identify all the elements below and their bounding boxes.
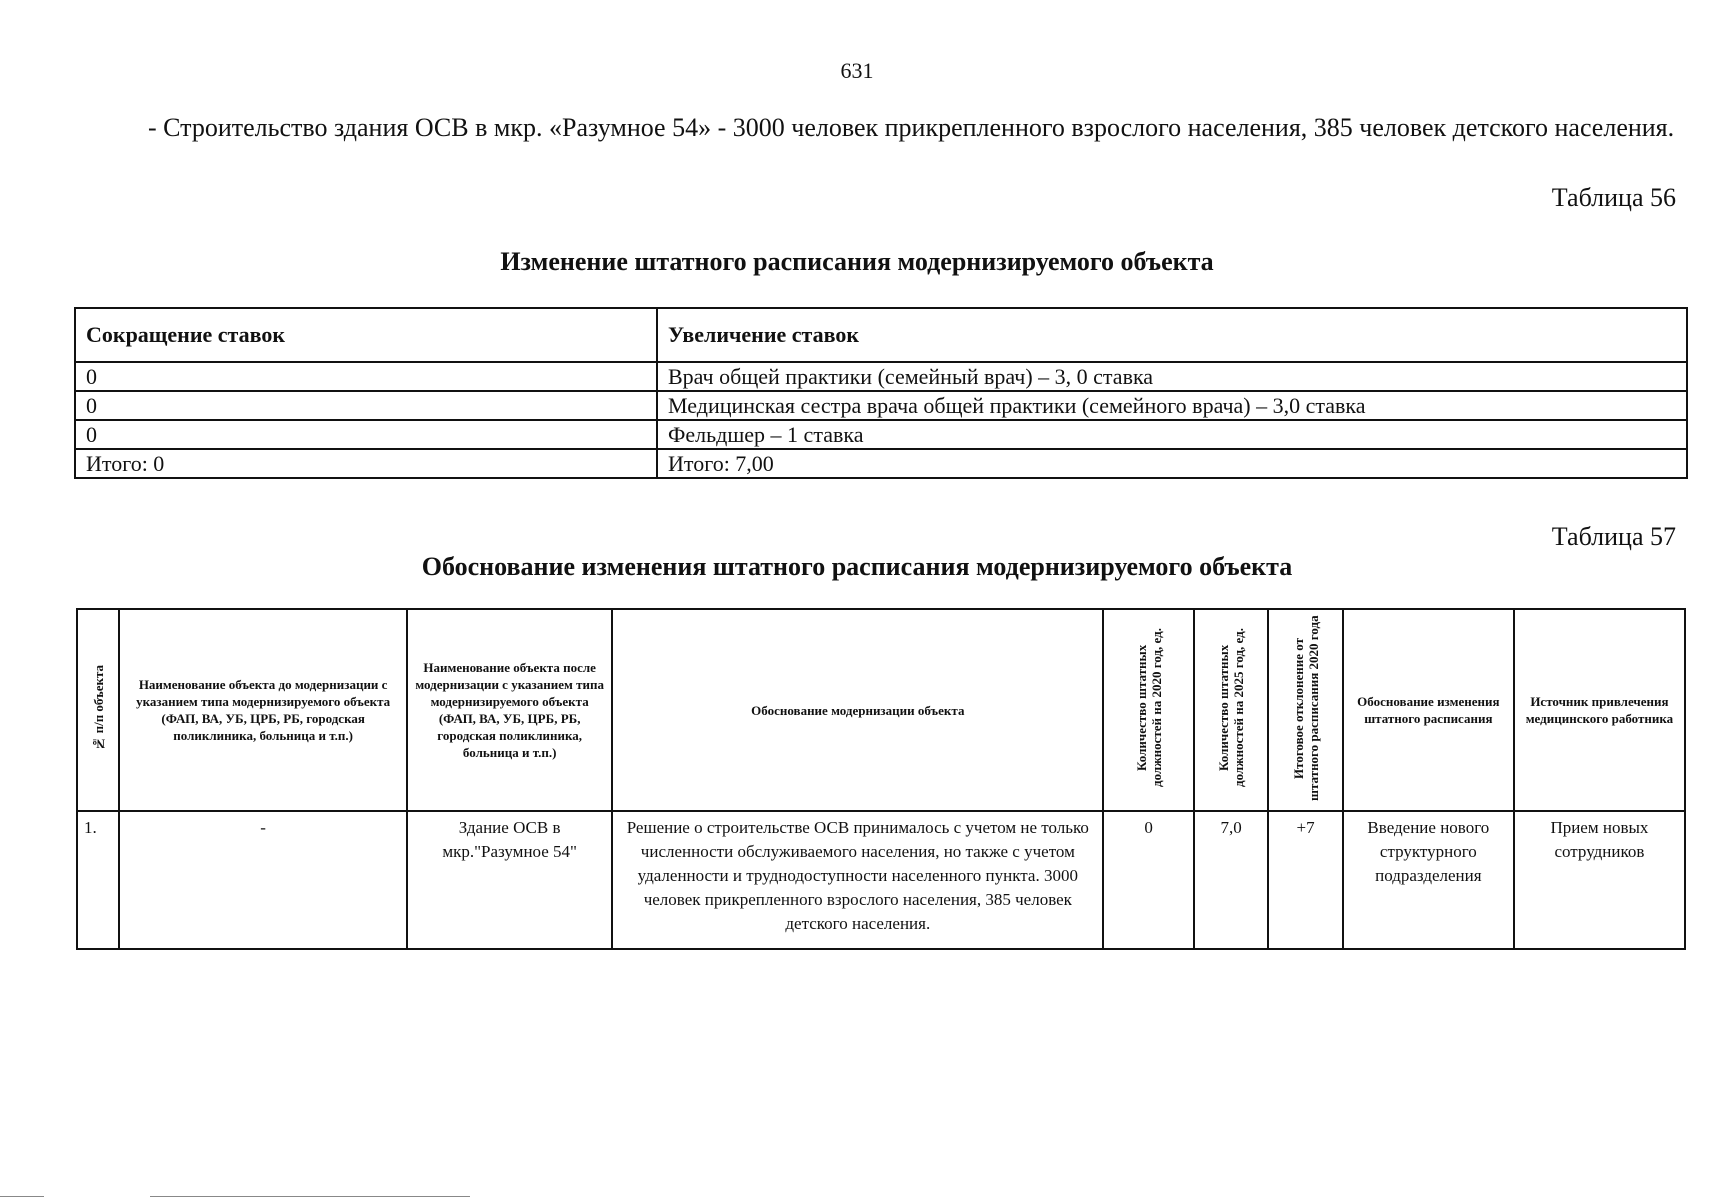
increase-cell: Медицинская сестра врача общей практики (семейного врача) – 3,0 ставка (657, 391, 1687, 420)
column-header-staff-2020 (1103, 609, 1194, 811)
staff-justification-table (76, 608, 1686, 950)
justification-cell: Решение о строительстве ОСВ принималось с учетом не только численности обслуживаемого населения, но также с учетом удаленности и труднодоступности населенного пункта. 3000 человек прикрепленного взрослого населения, 385 человек детского населения. (612, 811, 1103, 949)
reduction-cell: 0 (75, 391, 657, 420)
increase-cell: Врач общей практики (семейный врач) – 3, 0 ставка (657, 362, 1687, 391)
staff-2025-cell: 7,0 (1194, 811, 1268, 949)
table-total-row (75, 449, 1687, 478)
change-reason-cell: Введение нового структурного подразделения (1343, 811, 1514, 949)
increase-total-cell: Итого: 7,00 (657, 449, 1687, 478)
table-56-title: Изменение штатного расписания модернизируемого объекта (500, 247, 1214, 276)
intro-paragraph: - Строительство здания ОСВ в мкр. «Разумное 54» - 3000 человек прикрепленного взрослого населения, 385 человек детского населения. (148, 113, 1675, 142)
object-after-cell: Здание ОСВ в мкр."Разумное 54" (407, 811, 612, 949)
page-number: 631 (840, 58, 874, 83)
footer-rule-right (150, 1196, 470, 1197)
worker-source-cell: Прием новых сотрудников (1514, 811, 1685, 949)
column-header-increase: Увеличение ставок (657, 308, 1687, 362)
reduction-cell: 0 (75, 420, 657, 449)
table-row (75, 362, 1687, 391)
footer-rule-left (0, 1196, 44, 1197)
column-header-staff-2025 (1194, 609, 1268, 811)
table-57-title: Обоснование изменения штатного расписания модернизируемого объекта (421, 552, 1293, 581)
object-before-cell: - (119, 811, 407, 949)
table-56-label: Таблица 56 (1551, 183, 1676, 212)
table-row (75, 420, 1687, 449)
column-header-worker-source: Источник привлечения медицинского работника (1514, 609, 1685, 811)
deviation-cell: +7 (1268, 811, 1342, 949)
staff-change-table (74, 307, 1688, 479)
column-header-object-number (77, 609, 119, 811)
column-header-object-number-text: № п/п объекта (90, 664, 106, 752)
column-header-justification: Обоснование модернизации объекта (612, 609, 1103, 811)
table-57-label: Таблица 57 (1551, 522, 1676, 551)
object-number-cell: 1. (77, 811, 119, 949)
staff-2020-cell: 0 (1103, 811, 1194, 949)
column-header-staff-2025-text: Количество штатных должностей на 2025 год, ед. (1216, 628, 1247, 788)
column-header-object-after: Наименование объекта после модернизации с указанием типа модернизируемого объекта (ФАП, ВА, УБ, ЦРБ, РБ, городская поликлиника, больница и т.п.) (407, 609, 612, 811)
column-header-staff-2020-text: Количество штатных должностей на 2020 год, ед. (1133, 628, 1164, 788)
reduction-total-cell: Итого: 0 (75, 449, 657, 478)
increase-cell: Фельдшер – 1 ставка (657, 420, 1687, 449)
table-row (77, 811, 1685, 949)
column-header-object-before: Наименование объекта до модернизации с указанием типа модернизируемого объекта (ФАП, ВА, УБ, ЦРБ, РБ, городская поликлиника, больница и т.п.) (119, 609, 407, 811)
column-header-deviation-text: Итоговое отклонение от штатного расписания 2020 года (1290, 615, 1321, 801)
table-header-row (75, 308, 1687, 362)
column-header-change-reason: Обоснование изменения штатного расписания (1343, 609, 1514, 811)
table-header-row (77, 609, 1685, 811)
table-row (75, 391, 1687, 420)
reduction-cell: 0 (75, 362, 657, 391)
column-header-deviation (1268, 609, 1342, 811)
column-header-reduction: Сокращение ставок (75, 308, 657, 362)
